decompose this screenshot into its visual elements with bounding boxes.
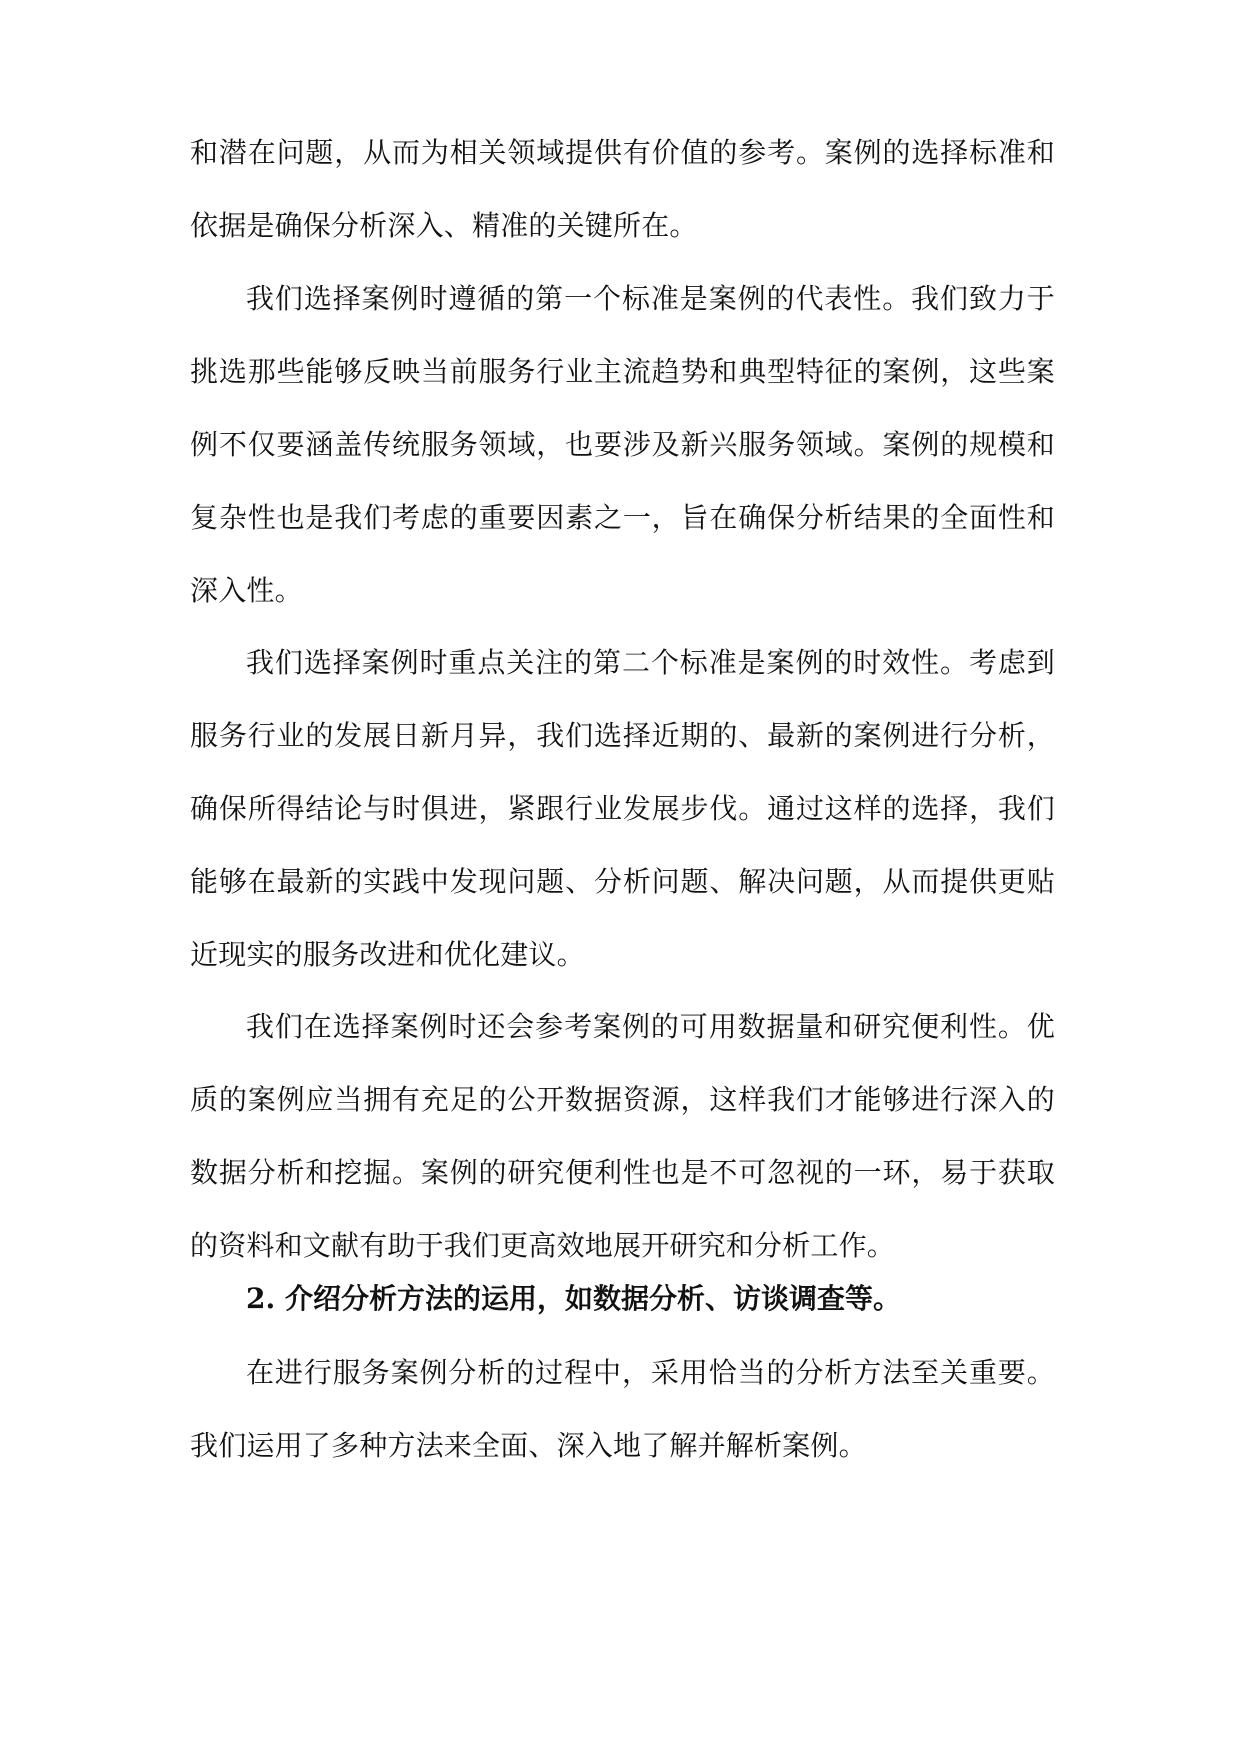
section-paragraph: 在进行服务案例分析的过程中，采用恰当的分析方法至关重要。我们运用了多种方法来全面、深入地了解并解析案例。 xyxy=(190,1356,1055,1462)
continuation-paragraph: 和潜在问题，从而为相关领域提供有价值的参考。案例的选择标准和依据是确保分析深入、精准的关键所在。 xyxy=(190,136,1055,242)
paragraph-timeliness: 我们选择案例时重点关注的第二个标准是案例的时效性。考虑到服务行业的发展日新月异，我们选择近期的、最新的案例进行分析，确保所得结论与时俱进，紧跟行业发展步伐。通过这样的选择，我们能够在最新的实践中发现问题、分析问题、解决问题，从而提供更贴近现实的服务改进和优化建议。 xyxy=(190,646,1055,971)
section-heading: 2. 介绍分析方法的运用，如数据分析、访谈调查等。 xyxy=(246,1282,901,1315)
paragraph-representativeness: 我们选择案例时遵循的第一个标准是案例的代表性。我们致力于挑选那些能够反映当前服务行业主流趋势和典型特征的案例，这些案例不仅要涵盖传统服务领域，也要涉及新兴服务领域。案例的规模和复杂性也是我们考虑的重要因素之一，旨在确保分析结果的全面性和深入性。 xyxy=(190,282,1055,607)
paragraph-data-availability: 我们在选择案例时还会参考案例的可用数据量和研究便利性。优质的案例应当拥有充足的公开数据资源，这样我们才能够进行深入的数据分析和挖掘。案例的研究便利性也是不可忽视的一环，易于获取的资料和文献有助于我们更高效地展开研究和分析工作。 xyxy=(190,1010,1055,1262)
